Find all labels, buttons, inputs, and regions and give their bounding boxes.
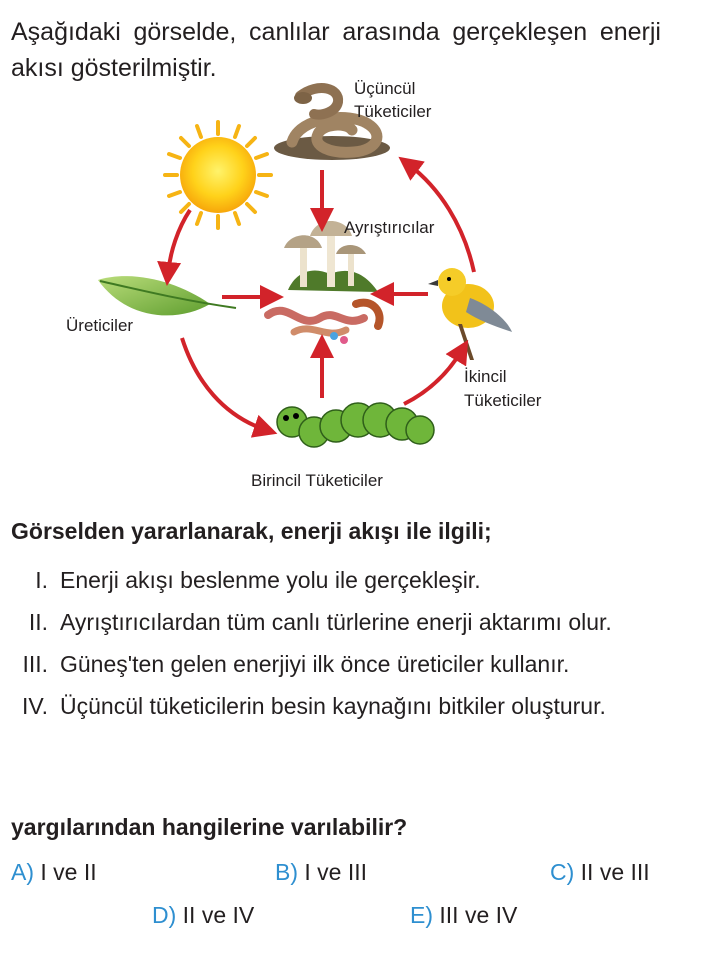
option-text: II ve III xyxy=(580,859,650,885)
option-letter: A) xyxy=(11,859,34,885)
arrow-sun-to-producer xyxy=(168,210,190,274)
statement-4 xyxy=(0,688,720,724)
statement-1 xyxy=(0,562,720,598)
mushrooms-icon xyxy=(268,221,380,344)
energy-flow-diagram xyxy=(0,60,720,500)
option-a[interactable] xyxy=(11,857,97,887)
diagram-graphics xyxy=(0,60,720,500)
arrow-producer-to-primary xyxy=(182,338,266,430)
leaf-icon xyxy=(98,276,236,315)
option-d[interactable] xyxy=(152,900,254,930)
statement-text: Güneş'ten gelen enerjiyi ilk önce üreticiler kullanır. xyxy=(60,651,570,677)
option-b[interactable] xyxy=(275,857,367,887)
statement-text: Enerji akışı beslenme yolu ile gerçekleşir. xyxy=(60,567,481,593)
arrow-primary-to-secondary xyxy=(404,350,462,404)
statement-text: Üçüncül tüketicilerin besin kaynağını bitkiler oluşturur. xyxy=(60,693,606,719)
statement-3 xyxy=(0,646,720,682)
sun-icon xyxy=(165,122,271,228)
option-letter: D) xyxy=(152,902,177,928)
option-c[interactable] xyxy=(550,857,650,887)
tertiary-label-line2: Tüketiciler xyxy=(354,102,432,121)
bird-icon xyxy=(428,268,512,360)
tertiary-label-line1: Üçüncül xyxy=(354,79,416,98)
statement-number: III. xyxy=(22,651,48,677)
option-text: II ve IV xyxy=(182,902,255,928)
question-lead: Görselden yararlanarak, enerji akışı ile ilgili; xyxy=(11,518,492,544)
option-text: III ve IV xyxy=(439,902,518,928)
secondary-label-line1: İkincil xyxy=(464,367,507,386)
option-letter: E) xyxy=(410,902,433,928)
option-e[interactable] xyxy=(410,900,517,930)
statement-2 xyxy=(0,604,720,640)
statement-list xyxy=(0,562,720,730)
question-tail: yargılarından hangilerine varılabilir? xyxy=(11,814,408,840)
statement-text: Ayrıştırıcılardan tüm canlı türlerine enerji aktarımı olur. xyxy=(60,609,612,635)
option-letter: C) xyxy=(550,859,575,885)
statement-number: I. xyxy=(35,567,48,593)
decomposer-label: Ayrıştırıcılar xyxy=(344,218,435,237)
statement-number: II. xyxy=(28,609,48,635)
secondary-label-line2: Tüketiciler xyxy=(464,391,542,410)
option-text: I ve II xyxy=(40,859,97,885)
statement-number: IV. xyxy=(21,693,48,719)
producer-label: Üreticiler xyxy=(66,316,134,335)
option-text: I ve III xyxy=(304,859,368,885)
primary-label: Birincil Tüketiciler xyxy=(251,471,383,490)
intro-text: Aşağıdaki görselde, canlılar arasında gerçekleşen enerji akısı gösterilmiştir. xyxy=(11,18,661,82)
option-letter: B) xyxy=(275,859,298,885)
caterpillar-icon xyxy=(277,403,434,447)
